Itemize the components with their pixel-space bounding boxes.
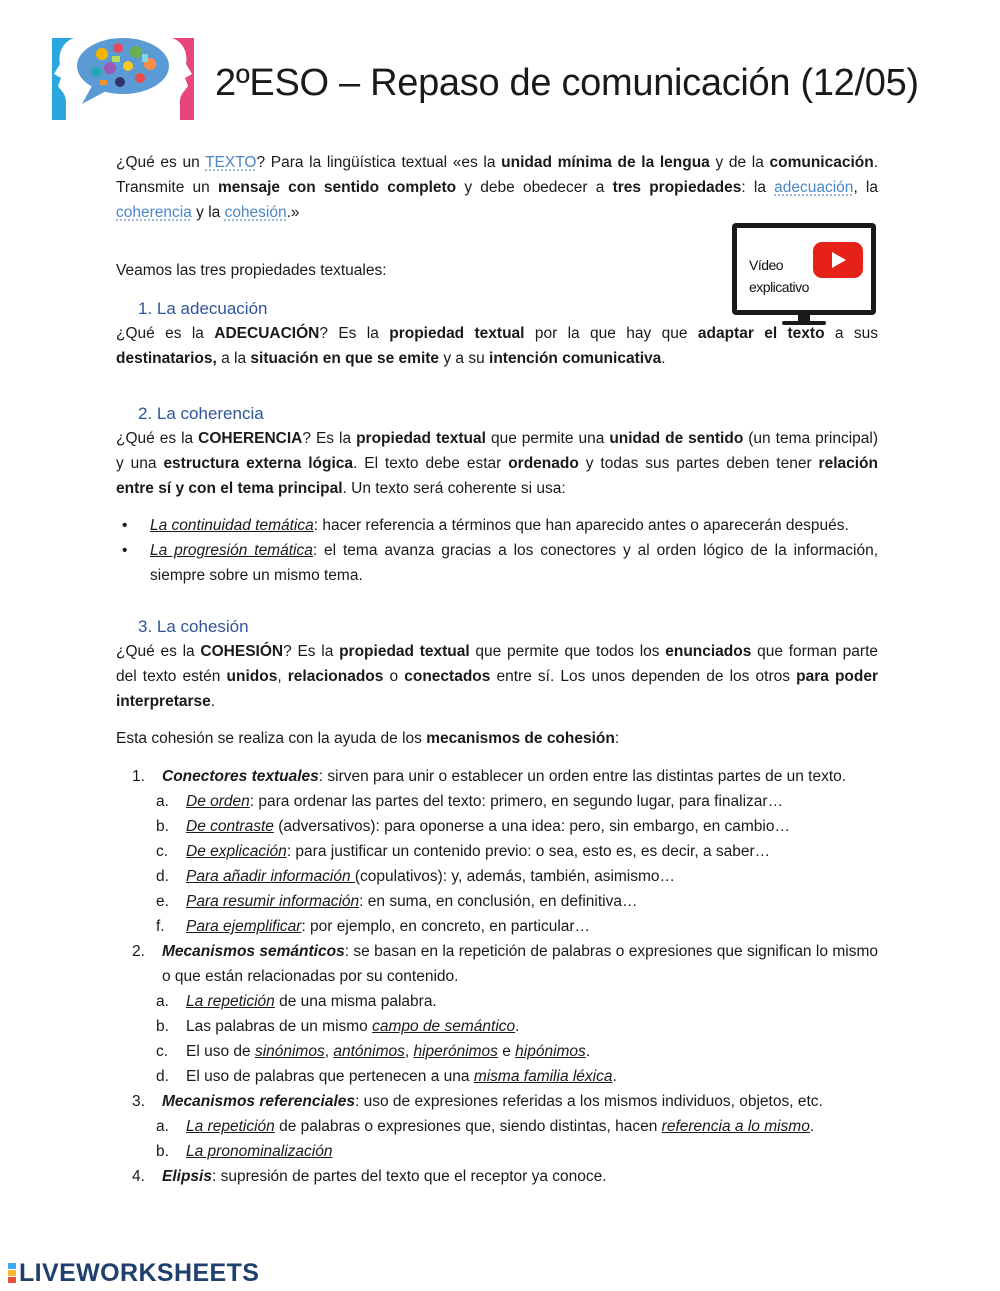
list-item: b. Las palabras de un mismo campo de semántico.: [156, 1018, 520, 1035]
heading-cohesion: 3. La cohesión: [138, 617, 249, 636]
speech-faces-logo-icon: [52, 34, 194, 120]
veamos-text: Veamos las tres propiedades textuales:: [116, 262, 387, 279]
list-item: • La continuidad temática: hacer referencia a términos que han aparecido antes o aparecerán después.: [116, 513, 878, 538]
list-item: • La progresión temática: el tema avanza gracias a los conectores y al orden lógico de la información, siempre sobre un mismo tema.: [116, 538, 878, 588]
coherencia-paragraph: ¿Qué es la COHERENCIA? Es la propiedad textual que permite una unidad de sentido (un tema principal) y una estructura externa lógica. El texto debe estar ordenado y todas sus partes deben tener relación entre sí y con el tema principal. Un texto será coherente si usa:: [116, 430, 878, 497]
video-label: Vídeo explicativo: [749, 257, 809, 295]
list-item: c. El uso de sinónimos, antónimos, hiperónimos e hipónimos.: [156, 1043, 591, 1060]
coherencia-bullets: [116, 513, 878, 588]
list-item: a. De orden: para ordenar las partes del texto: primero, en segundo lugar, para finalizar…: [156, 793, 784, 810]
list-item: d. El uso de palabras que pertenecen a una misma familia léxica.: [156, 1068, 617, 1085]
list-item: 1. Conectores textuales: sirven para unir o establecer un orden entre las distintas partes de un texto. a. De orden: para ordenar las partes del texto: primero, en segundo lugar, para finalizar… b. De contraste (adversativos): para oponerse a una idea: pero, sin embargo, en cambio… c. De explicación: para justificar un contenido previo: o sea, esto es, es decir, a saber… d. Para añadir información (copulativos): y, además, también, asimismo… e. Para resumir información: en suma, en conclusión, en definitiva… f. Para ejemplificar: por ejemplo, en concreto, en particular…: [116, 764, 878, 939]
list-item: b. La pronominalización: [156, 1143, 333, 1160]
page-title: 2ºESO – Repaso de comunicación (12/05): [215, 62, 919, 104]
liveworksheets-blocks-icon: [8, 1263, 16, 1284]
heading-coherencia: 2. La coherencia: [138, 404, 264, 423]
list-item: a. La repetición de palabras o expresiones que, siendo distintas, hacen referencia a lo mismo.: [156, 1118, 815, 1135]
intro-paragraph: ¿Qué es un TEXTO? Para la lingüística textual «es la unidad mínima de la lengua y de la comunicación. Transmite un mensaje con sentido completo y debe obedecer a tres propiedades: la adecuación, la coherencia y la cohesión.»: [116, 154, 879, 221]
keyword-texto: TEXTO: [205, 154, 257, 171]
list-item: 2. Mecanismos semánticos: se basan en la repetición de palabras o expresiones que significan lo mismo o que están relacionadas por su contenido. a. La repetición de una misma palabra. b. Las palabras de un mismo campo de semántico. c. El uso de sinónimos, antónimos, hiperónimos e hipónimos. d. El uso de palabras que pertenecen a una misma familia léxica.: [116, 939, 878, 1089]
document-body: [116, 150, 878, 1189]
list-item: d. Para añadir información (copulativos): y, además, también, asimismo…: [156, 868, 676, 885]
list-item: a. La repetición de una misma palabra.: [156, 993, 437, 1010]
liveworksheets-logo[interactable]: [8, 1259, 259, 1287]
adecuacion-paragraph: ¿Qué es la ADECUACIÓN? Es la propiedad textual por la que hay que adaptar el texto a sus destinatarios, a la situación en que se emite y a su intención comunicativa.: [116, 325, 879, 367]
brand-text: LIVEWORKSHEETS: [19, 1258, 260, 1287]
list-item: b. De contraste (adversativos): para oponerse a una idea: pero, sin embargo, en cambio…: [156, 818, 790, 835]
mecanismos-list: [116, 764, 878, 1189]
list-item: 4. Elipsis: supresión de partes del texto que el receptor ya conoce.: [132, 1168, 607, 1185]
keyword-adecuacion: adecuación: [774, 179, 854, 196]
list-item: c. De explicación: para justificar un contenido previo: o sea, esto es, es decir, a saber…: [156, 843, 771, 860]
heading-adecuacion: 1. La adecuación: [138, 299, 268, 318]
list-item: f. Para ejemplificar: por ejemplo, en concreto, en particular…: [156, 918, 591, 935]
keyword-cohesion: cohesión: [224, 204, 287, 221]
cohesion-paragraph: ¿Qué es la COHESIÓN? Es la propiedad textual que permite que todos los enunciados que forman parte del texto estén unidos, relacionados o conectados entre sí. Los unos dependen de los otros para poder interpretarse.: [116, 643, 879, 710]
mecanismos-intro: Esta cohesión se realiza con la ayuda de los mecanismos de cohesión:: [116, 730, 620, 747]
list-item: e. Para resumir información: en suma, en conclusión, en definitiva…: [156, 893, 638, 910]
keyword-coherencia: coherencia: [116, 204, 192, 221]
list-item: 3. Mecanismos referenciales: uso de expresiones referidas a los mismos individuos, objetos, etc. a. La repetición de palabras o expresiones que, siendo distintas, hacen referencia a lo mismo. b. La pronominalización: [116, 1089, 878, 1164]
